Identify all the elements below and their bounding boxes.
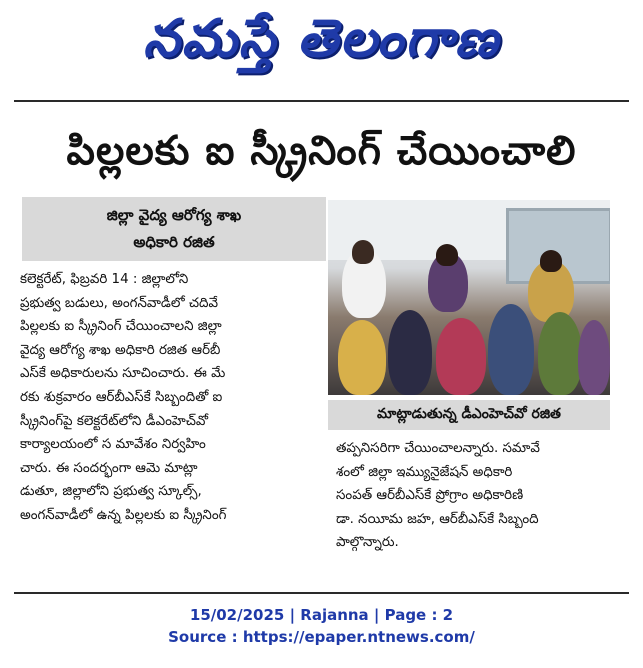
source-link: Source : https://epaper.ntnews.com/ (168, 628, 475, 646)
photo-person (488, 304, 534, 395)
body-line: చారు. ఈ సందర్భంగా ఆమె మాట్లా (20, 460, 198, 476)
photo-person-head (540, 250, 562, 272)
body-line: అంగన్‌వాడీలో ఉన్న పిల్లలకు ఐ స్క్రీనింగ్ (20, 507, 227, 523)
body-line: డా. నయీమ జహ, ఆర్‌బీఎస్‌కే సిబ్బంది (336, 511, 539, 527)
subheadline-box (22, 197, 326, 261)
body-line: రకు శుక్రవారం ఆర్‌బీఎస్‌కే సిబ్బందితో ఐ (20, 389, 223, 405)
meeting-photo (328, 200, 610, 395)
photo-person (436, 318, 486, 395)
masthead (0, 0, 643, 90)
article-body-right (336, 437, 608, 587)
body-line: శంలో జిల్లా ఇమ్యునైజేషన్ అధికారి (336, 464, 513, 480)
photo-caption: మాట్లాడుతున్న డీఎంహెచ్‌వో రజిత (328, 400, 610, 430)
newspaper-name: నమస్తే తెలంగాణ (143, 8, 500, 69)
edition-info: 15/02/2025 | Rajanna | Page : 2 (189, 606, 454, 624)
body-line: పాల్గొన్నారు. (336, 535, 399, 551)
body-line: కలెక్టరేట్, ఫిబ్రవరి 14 : జిల్లాలోని (20, 272, 189, 287)
source-footer (0, 604, 643, 650)
photo-person-head (436, 244, 458, 266)
body-line: తప్పనిసరిగా చేయించాలన్నారు. సమావే (336, 441, 540, 456)
photo-person (538, 312, 582, 395)
body-line: ఎస్‌కే అధికారులను సూచించారు. ఈ మే (20, 366, 226, 382)
photo-person (578, 320, 610, 395)
headline: పిల్లలకు ఐ స్క్రీనింగ్ చేయించాలి (66, 128, 577, 174)
photo-person (338, 320, 386, 395)
divider-bottom (14, 592, 629, 594)
article-body-left (20, 268, 328, 586)
body-line: సంపత్ ఆర్‌బీఎస్‌కే ప్రోగ్రాం అధికారిణి (336, 488, 524, 504)
body-line: పిల్లలకు ఐ స్క్రీనింగ్ చేయించాలని జిల్లా (20, 319, 222, 335)
body-line: డుతూ, జిల్లాలోని ప్రభుత్వ స్కూల్స్, (20, 484, 202, 500)
body-line: ప్రభుత్వ బడులు, అంగన్‌వాడీలో చదివే (20, 295, 218, 311)
subheadline-line-2: అధికారి రజిత (133, 233, 215, 251)
subheadline-line-1: జిల్లా వైద్య ఆరోగ్య శాఖ (106, 206, 242, 224)
divider-top (14, 100, 629, 102)
body-line: కార్యాలయంలో స మావేశం నిర్వహిం (20, 437, 206, 453)
body-line: స్క్రీనింగ్‌పై కలెక్టరేట్‌లోని డీఎంహెచ్‌వో (20, 413, 209, 429)
photo-person (388, 310, 432, 395)
body-line: వైద్య ఆరోగ్య శాఖ అధికారి రజిత ఆర్‌బీ (20, 342, 221, 358)
photo-person-head (352, 240, 374, 264)
